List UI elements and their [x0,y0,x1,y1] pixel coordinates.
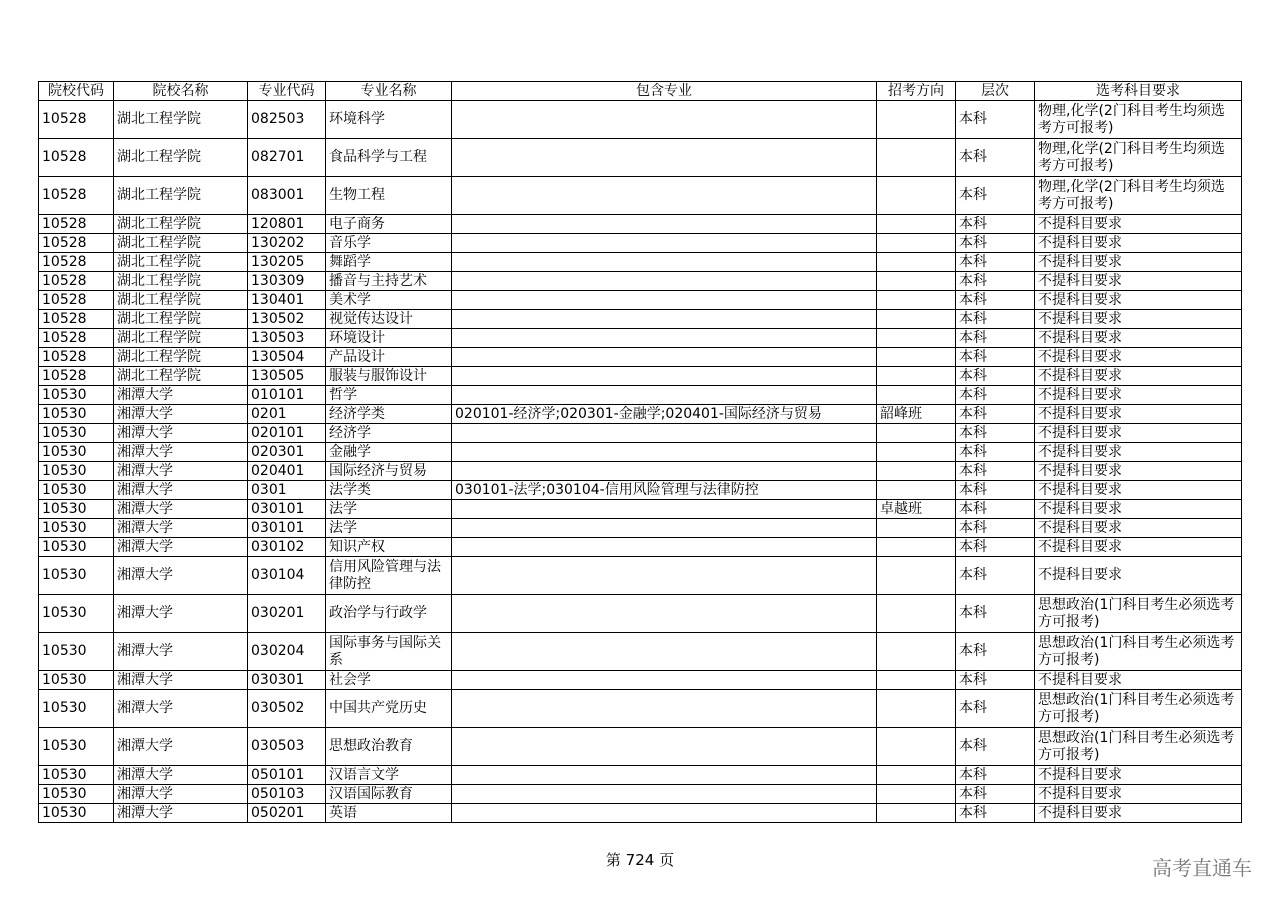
cell-direction [877,139,956,177]
cell-major-code: 0301 [248,481,326,500]
cell-major-name: 舞蹈学 [326,253,452,272]
table-row [39,234,1242,253]
table-row [39,462,1242,481]
cell-school-name: 湖北工程学院 [114,348,248,367]
table-row [39,101,1242,139]
cell-subject-requirement: 思想政治(1门科目考生必须选考方可报考) [1035,728,1242,766]
cell-major-name: 国际经济与贸易 [326,462,452,481]
cell-direction [877,481,956,500]
cell-level: 本科 [956,500,1035,519]
cell-included-majors [452,538,877,557]
cell-level: 本科 [956,690,1035,728]
cell-direction [877,367,956,386]
cell-level: 本科 [956,139,1035,177]
cell-included-majors [452,424,877,443]
cell-major-code: 130504 [248,348,326,367]
cell-level: 本科 [956,348,1035,367]
cell-school-code: 10530 [39,500,114,519]
cell-major-code: 130505 [248,367,326,386]
cell-included-majors [452,690,877,728]
cell-level: 本科 [956,215,1035,234]
cell-subject-requirement: 不提科目要求 [1035,500,1242,519]
cell-direction: 卓越班 [877,500,956,519]
cell-school-code: 10530 [39,386,114,405]
cell-subject-requirement: 不提科目要求 [1035,310,1242,329]
table-row [39,291,1242,310]
cell-major-code: 050103 [248,785,326,804]
cell-school-code: 10530 [39,671,114,690]
cell-included-majors [452,728,877,766]
cell-direction [877,557,956,595]
cell-subject-requirement: 不提科目要求 [1035,405,1242,424]
cell-included-majors [452,310,877,329]
cell-direction [877,443,956,462]
cell-direction [877,766,956,785]
cell-school-code: 10528 [39,139,114,177]
cell-direction [877,728,956,766]
header-school-name: 院校名称 [114,82,248,101]
cell-school-code: 10528 [39,234,114,253]
cell-subject-requirement: 物理,化学(2门科目考生均须选考方可报考) [1035,177,1242,215]
cell-school-code: 10530 [39,633,114,671]
cell-major-code: 130502 [248,310,326,329]
cell-school-code: 10530 [39,405,114,424]
cell-major-name: 金融学 [326,443,452,462]
table-row [39,538,1242,557]
cell-major-code: 130205 [248,253,326,272]
cell-direction [877,310,956,329]
header-level: 层次 [956,82,1035,101]
cell-subject-requirement: 思想政治(1门科目考生必须选考方可报考) [1035,633,1242,671]
cell-level: 本科 [956,367,1035,386]
cell-level: 本科 [956,671,1035,690]
cell-school-code: 10530 [39,785,114,804]
cell-subject-requirement: 物理,化学(2门科目考生均须选考方可报考) [1035,101,1242,139]
cell-subject-requirement: 不提科目要求 [1035,367,1242,386]
cell-school-name: 湖北工程学院 [114,101,248,139]
cell-direction [877,633,956,671]
cell-subject-requirement: 不提科目要求 [1035,804,1242,823]
cell-level: 本科 [956,538,1035,557]
cell-school-name: 湖北工程学院 [114,253,248,272]
cell-major-code: 082701 [248,139,326,177]
table-row [39,766,1242,785]
cell-level: 本科 [956,101,1035,139]
cell-major-name: 法学 [326,500,452,519]
cell-school-name: 湘潭大学 [114,424,248,443]
cell-major-code: 082503 [248,101,326,139]
cell-major-name: 法学 [326,519,452,538]
cell-level: 本科 [956,785,1035,804]
cell-level: 本科 [956,386,1035,405]
cell-included-majors [452,557,877,595]
cell-school-name: 湖北工程学院 [114,291,248,310]
cell-school-name: 湘潭大学 [114,690,248,728]
cell-school-code: 10530 [39,538,114,557]
cell-school-name: 湘潭大学 [114,500,248,519]
cell-direction [877,519,956,538]
cell-school-code: 10530 [39,481,114,500]
cell-school-name: 湖北工程学院 [114,234,248,253]
cell-major-code: 030204 [248,633,326,671]
cell-major-name: 经济学 [326,424,452,443]
cell-subject-requirement: 不提科目要求 [1035,272,1242,291]
cell-subject-requirement: 不提科目要求 [1035,557,1242,595]
cell-direction [877,101,956,139]
cell-school-name: 湖北工程学院 [114,272,248,291]
cell-major-code: 030101 [248,500,326,519]
cell-direction [877,424,956,443]
cell-major-name: 服装与服饰设计 [326,367,452,386]
cell-school-name: 湘潭大学 [114,633,248,671]
cell-direction [877,785,956,804]
table-row [39,139,1242,177]
table-row [39,272,1242,291]
table-row [39,633,1242,671]
cell-major-name: 经济学类 [326,405,452,424]
cell-subject-requirement: 思想政治(1门科目考生必须选考方可报考) [1035,595,1242,633]
cell-school-code: 10528 [39,291,114,310]
cell-level: 本科 [956,424,1035,443]
cell-included-majors [452,595,877,633]
cell-level: 本科 [956,481,1035,500]
cell-direction [877,234,956,253]
cell-school-code: 10528 [39,101,114,139]
cell-subject-requirement: 不提科目要求 [1035,462,1242,481]
cell-level: 本科 [956,804,1035,823]
cell-school-code: 10528 [39,348,114,367]
cell-major-name: 美术学 [326,291,452,310]
cell-school-name: 湘潭大学 [114,595,248,633]
cell-school-name: 湖北工程学院 [114,139,248,177]
cell-major-code: 050201 [248,804,326,823]
cell-major-code: 030102 [248,538,326,557]
cell-included-majors [452,500,877,519]
cell-included-majors [452,329,877,348]
cell-included-majors: 030101-法学;030104-信用风险管理与法律防控 [452,481,877,500]
cell-major-name: 法学类 [326,481,452,500]
cell-subject-requirement: 不提科目要求 [1035,215,1242,234]
table-row [39,481,1242,500]
table-row [39,215,1242,234]
cell-major-code: 083001 [248,177,326,215]
cell-included-majors [452,443,877,462]
cell-level: 本科 [956,443,1035,462]
cell-subject-requirement: 不提科目要求 [1035,329,1242,348]
cell-included-majors [452,462,877,481]
table-body [39,101,1242,823]
cell-level: 本科 [956,519,1035,538]
cell-major-name: 音乐学 [326,234,452,253]
cell-direction: 韶峰班 [877,405,956,424]
cell-direction [877,690,956,728]
cell-subject-requirement: 思想政治(1门科目考生必须选考方可报考) [1035,690,1242,728]
cell-major-name: 思想政治教育 [326,728,452,766]
header-major-name: 专业名称 [326,82,452,101]
cell-major-name: 生物工程 [326,177,452,215]
cell-direction [877,595,956,633]
cell-school-code: 10530 [39,595,114,633]
cell-major-name: 政治学与行政学 [326,595,452,633]
cell-subject-requirement: 不提科目要求 [1035,766,1242,785]
cell-level: 本科 [956,253,1035,272]
cell-school-name: 湘潭大学 [114,386,248,405]
cell-major-name: 食品科学与工程 [326,139,452,177]
cell-level: 本科 [956,177,1035,215]
cell-major-code: 020101 [248,424,326,443]
cell-included-majors [452,386,877,405]
cell-direction [877,462,956,481]
cell-major-code: 030104 [248,557,326,595]
table-row [39,253,1242,272]
cell-major-name: 哲学 [326,386,452,405]
cell-included-majors [452,101,877,139]
cell-level: 本科 [956,557,1035,595]
cell-major-name: 信用风险管理与法律防控 [326,557,452,595]
cell-school-code: 10530 [39,728,114,766]
cell-direction [877,272,956,291]
table-row [39,785,1242,804]
cell-school-name: 湘潭大学 [114,728,248,766]
table-row [39,500,1242,519]
cell-subject-requirement: 不提科目要求 [1035,481,1242,500]
cell-level: 本科 [956,272,1035,291]
cell-subject-requirement: 不提科目要求 [1035,671,1242,690]
cell-major-code: 130202 [248,234,326,253]
cell-school-code: 10528 [39,367,114,386]
cell-major-code: 130309 [248,272,326,291]
cell-level: 本科 [956,329,1035,348]
table-row [39,443,1242,462]
cell-direction [877,538,956,557]
cell-major-code: 030503 [248,728,326,766]
table-row [39,405,1242,424]
cell-included-majors [452,272,877,291]
table-row [39,804,1242,823]
cell-subject-requirement: 不提科目要求 [1035,538,1242,557]
header-school-code: 院校代码 [39,82,114,101]
cell-school-name: 湘潭大学 [114,766,248,785]
watermark: 高考直通车 [1152,856,1252,880]
cell-major-code: 030201 [248,595,326,633]
cell-major-name: 国际事务与国际关系 [326,633,452,671]
cell-school-name: 湘潭大学 [114,538,248,557]
cell-major-code: 020401 [248,462,326,481]
cell-school-name: 湘潭大学 [114,443,248,462]
cell-school-code: 10530 [39,557,114,595]
cell-school-code: 10530 [39,424,114,443]
cell-included-majors [452,215,877,234]
cell-major-name: 中国共产党历史 [326,690,452,728]
cell-major-name: 社会学 [326,671,452,690]
header-major-code: 专业代码 [248,82,326,101]
cell-school-code: 10528 [39,329,114,348]
cell-included-majors [452,348,877,367]
cell-major-name: 知识产权 [326,538,452,557]
cell-school-name: 湖北工程学院 [114,177,248,215]
cell-subject-requirement: 不提科目要求 [1035,785,1242,804]
cell-level: 本科 [956,405,1035,424]
page-number: 第 724 页 [605,851,675,869]
cell-included-majors [452,253,877,272]
table-row [39,671,1242,690]
cell-direction [877,177,956,215]
cell-included-majors [452,234,877,253]
cell-major-name: 汉语国际教育 [326,785,452,804]
cell-included-majors [452,671,877,690]
cell-school-code: 10528 [39,310,114,329]
cell-major-code: 030301 [248,671,326,690]
cell-level: 本科 [956,310,1035,329]
table-row [39,728,1242,766]
cell-subject-requirement: 物理,化学(2门科目考生均须选考方可报考) [1035,139,1242,177]
cell-direction [877,291,956,310]
cell-subject-requirement: 不提科目要求 [1035,253,1242,272]
header-subject-requirement: 选考科目要求 [1035,82,1242,101]
cell-included-majors [452,804,877,823]
table-row [39,557,1242,595]
cell-school-code: 10530 [39,519,114,538]
cell-subject-requirement: 不提科目要求 [1035,291,1242,310]
admission-table [38,81,1242,823]
cell-school-code: 10528 [39,177,114,215]
cell-major-name: 产品设计 [326,348,452,367]
cell-major-code: 010101 [248,386,326,405]
cell-included-majors [452,633,877,671]
cell-school-code: 10530 [39,690,114,728]
cell-major-name: 英语 [326,804,452,823]
cell-major-name: 视觉传达设计 [326,310,452,329]
cell-subject-requirement: 不提科目要求 [1035,234,1242,253]
cell-school-name: 湘潭大学 [114,785,248,804]
cell-school-name: 湖北工程学院 [114,215,248,234]
cell-school-name: 湘潭大学 [114,405,248,424]
cell-level: 本科 [956,633,1035,671]
cell-level: 本科 [956,766,1035,785]
cell-major-name: 播音与主持艺术 [326,272,452,291]
cell-subject-requirement: 不提科目要求 [1035,386,1242,405]
header-included-majors: 包含专业 [452,82,877,101]
cell-included-majors [452,519,877,538]
cell-major-code: 020301 [248,443,326,462]
cell-major-code: 050101 [248,766,326,785]
cell-major-code: 0201 [248,405,326,424]
cell-included-majors: 020101-经济学;020301-金融学;020401-国际经济与贸易 [452,405,877,424]
cell-level: 本科 [956,462,1035,481]
header-row [39,82,1242,101]
cell-included-majors [452,139,877,177]
cell-school-code: 10530 [39,804,114,823]
cell-school-code: 10530 [39,443,114,462]
table-row [39,310,1242,329]
cell-included-majors [452,367,877,386]
cell-subject-requirement: 不提科目要求 [1035,519,1242,538]
cell-included-majors [452,785,877,804]
cell-major-code: 130503 [248,329,326,348]
cell-school-name: 湖北工程学院 [114,367,248,386]
cell-school-code: 10528 [39,272,114,291]
table-row [39,690,1242,728]
cell-school-name: 湘潭大学 [114,519,248,538]
cell-major-code: 130401 [248,291,326,310]
cell-direction [877,671,956,690]
cell-major-code: 030101 [248,519,326,538]
cell-school-code: 10530 [39,462,114,481]
table-row [39,367,1242,386]
header-direction: 招考方向 [877,82,956,101]
cell-major-code: 030502 [248,690,326,728]
cell-level: 本科 [956,595,1035,633]
table-row [39,177,1242,215]
cell-school-name: 湘潭大学 [114,462,248,481]
cell-direction [877,804,956,823]
cell-school-name: 湘潭大学 [114,671,248,690]
cell-included-majors [452,291,877,310]
cell-subject-requirement: 不提科目要求 [1035,443,1242,462]
cell-direction [877,348,956,367]
table-row [39,424,1242,443]
cell-level: 本科 [956,291,1035,310]
cell-level: 本科 [956,728,1035,766]
cell-included-majors [452,766,877,785]
cell-school-code: 10530 [39,766,114,785]
table-row [39,348,1242,367]
cell-school-name: 湖北工程学院 [114,310,248,329]
table-row [39,519,1242,538]
cell-direction [877,215,956,234]
cell-school-name: 湘潭大学 [114,804,248,823]
cell-subject-requirement: 不提科目要求 [1035,348,1242,367]
cell-school-name: 湖北工程学院 [114,329,248,348]
table-row [39,595,1242,633]
cell-school-code: 10528 [39,253,114,272]
cell-school-name: 湘潭大学 [114,481,248,500]
table-row [39,386,1242,405]
cell-subject-requirement: 不提科目要求 [1035,424,1242,443]
cell-direction [877,329,956,348]
cell-school-name: 湘潭大学 [114,557,248,595]
cell-school-code: 10528 [39,215,114,234]
cell-direction [877,253,956,272]
cell-direction [877,386,956,405]
cell-major-name: 电子商务 [326,215,452,234]
cell-included-majors [452,177,877,215]
cell-level: 本科 [956,234,1035,253]
cell-major-name: 汉语言文学 [326,766,452,785]
cell-major-name: 环境科学 [326,101,452,139]
cell-major-code: 120801 [248,215,326,234]
cell-major-name: 环境设计 [326,329,452,348]
table-row [39,329,1242,348]
